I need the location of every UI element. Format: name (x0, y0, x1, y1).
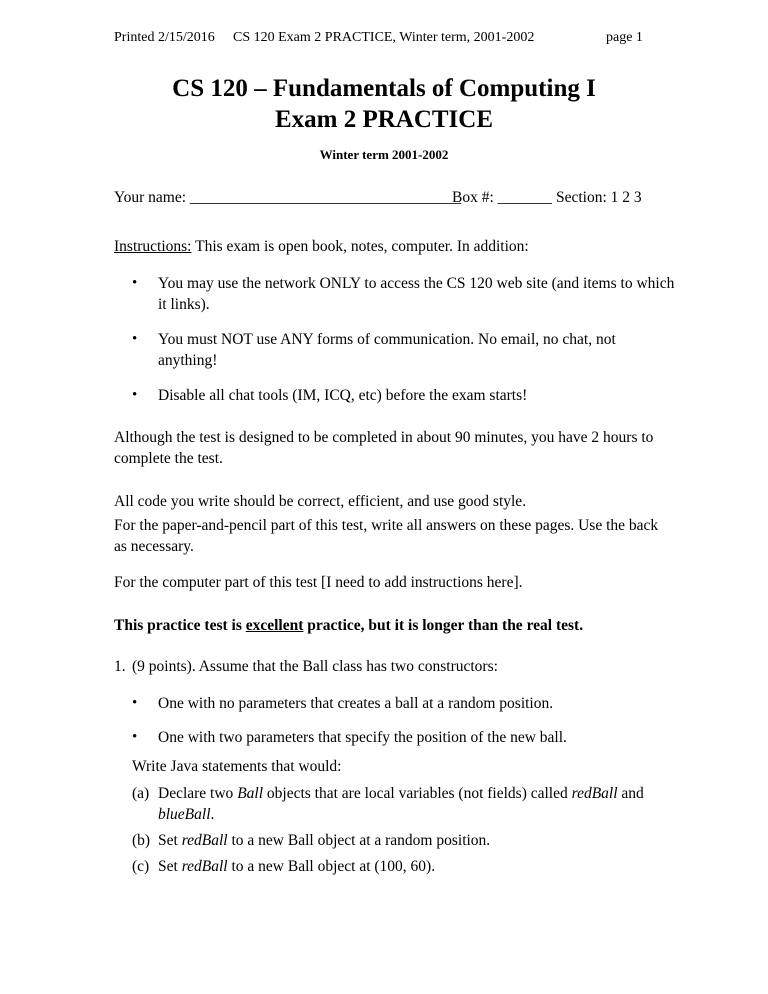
part-text-run: to a new Ball object at (100, 60). (227, 858, 436, 875)
part-text-run: Set (158, 858, 182, 875)
question-1-bullet-text: One with two parameters that specify the position of the new ball. (158, 729, 567, 746)
instruction-bullet-text: You must NOT use ANY forms of communication. No email, no chat, not anything! (158, 331, 616, 369)
header-printed-date: Printed 2/15/2016 (114, 30, 215, 45)
exam-subtitle: Exam 2 PRACTICE (274, 106, 494, 133)
paper-part-paragraph: For the paper-and-pencil part of this test, write all answers on these pages. Use the back as necessary. (114, 517, 659, 555)
part-text-run: objects that are local variables (not fields) called (263, 785, 572, 802)
section-field: Section: 1 2 3 (556, 189, 642, 206)
part-label: (b) (132, 832, 151, 849)
question-1-number: 1. (114, 658, 126, 675)
notice-emphasis: excellent (245, 617, 304, 634)
practice-notice (114, 615, 583, 636)
bullet-dot-icon: • (132, 275, 138, 291)
part-text (158, 856, 668, 877)
instruction-bullet-text: You may use the network ONLY to access the CS 120 web site (and items to which it links). (158, 275, 675, 313)
code-style-paragraph: All code you write should be correct, efficient, and use good style. (114, 493, 527, 510)
bullet-dot-icon: • (132, 729, 138, 745)
instruction-bullet-text: Disable all chat tools (IM, ICQ, etc) before the exam starts! (158, 387, 528, 404)
question-1-lead: Write Java statements that would: (132, 758, 342, 775)
part-text-emphasis: Ball (237, 785, 264, 802)
part-text-run: and (617, 785, 644, 802)
instructions-label: Instructions: (114, 238, 192, 255)
bullet-dot-icon: • (132, 331, 138, 347)
part-text-run: . (210, 806, 215, 823)
part-text-emphasis: redBall (181, 832, 228, 849)
bullet-dot-icon: • (132, 387, 138, 403)
term-label: Winter term 2001-2002 (319, 147, 449, 162)
part-label: (c) (132, 858, 150, 875)
part-text-emphasis: redBall (571, 785, 618, 802)
header-page-number: page 1 (606, 30, 643, 45)
computer-part-paragraph: For the computer part of this test [I need to add instructions here]. (114, 574, 523, 591)
part-text-run: Declare two (158, 785, 238, 802)
bullet-dot-icon: • (132, 695, 138, 711)
instructions-line (114, 236, 529, 257)
page-title: CS 120 – Fundamentals of Computing I (172, 75, 596, 102)
instructions-text: This exam is open book, notes, computer. In addition: (191, 238, 529, 255)
part-text (158, 830, 668, 851)
question-1-bullet-text: One with no parameters that creates a ball at a random position. (158, 695, 554, 712)
part-text (158, 783, 668, 825)
notice-text-end: practice, but it is longer than the real test. (303, 617, 584, 634)
part-text-run: Set (158, 832, 182, 849)
header-course-line: CS 120 Exam 2 PRACTICE, Winter term, 2001-2002 (233, 30, 535, 45)
box-number-field: Box #: _______ (452, 189, 552, 206)
notice-text-start: This practice test is (114, 617, 246, 634)
part-text-emphasis: blueBall (158, 806, 211, 823)
part-label: (a) (132, 785, 150, 802)
part-text-run: to a new Ball object at a random position. (227, 832, 491, 849)
part-text-emphasis: redBall (181, 858, 228, 875)
timing-paragraph: Although the test is designed to be completed in about 90 minutes, you have 2 hours to complete the test. (114, 429, 654, 467)
question-1-intro: (9 points). Assume that the Ball class has two constructors: (132, 658, 498, 675)
name-field: Your name: ___________________________________ (114, 189, 462, 206)
